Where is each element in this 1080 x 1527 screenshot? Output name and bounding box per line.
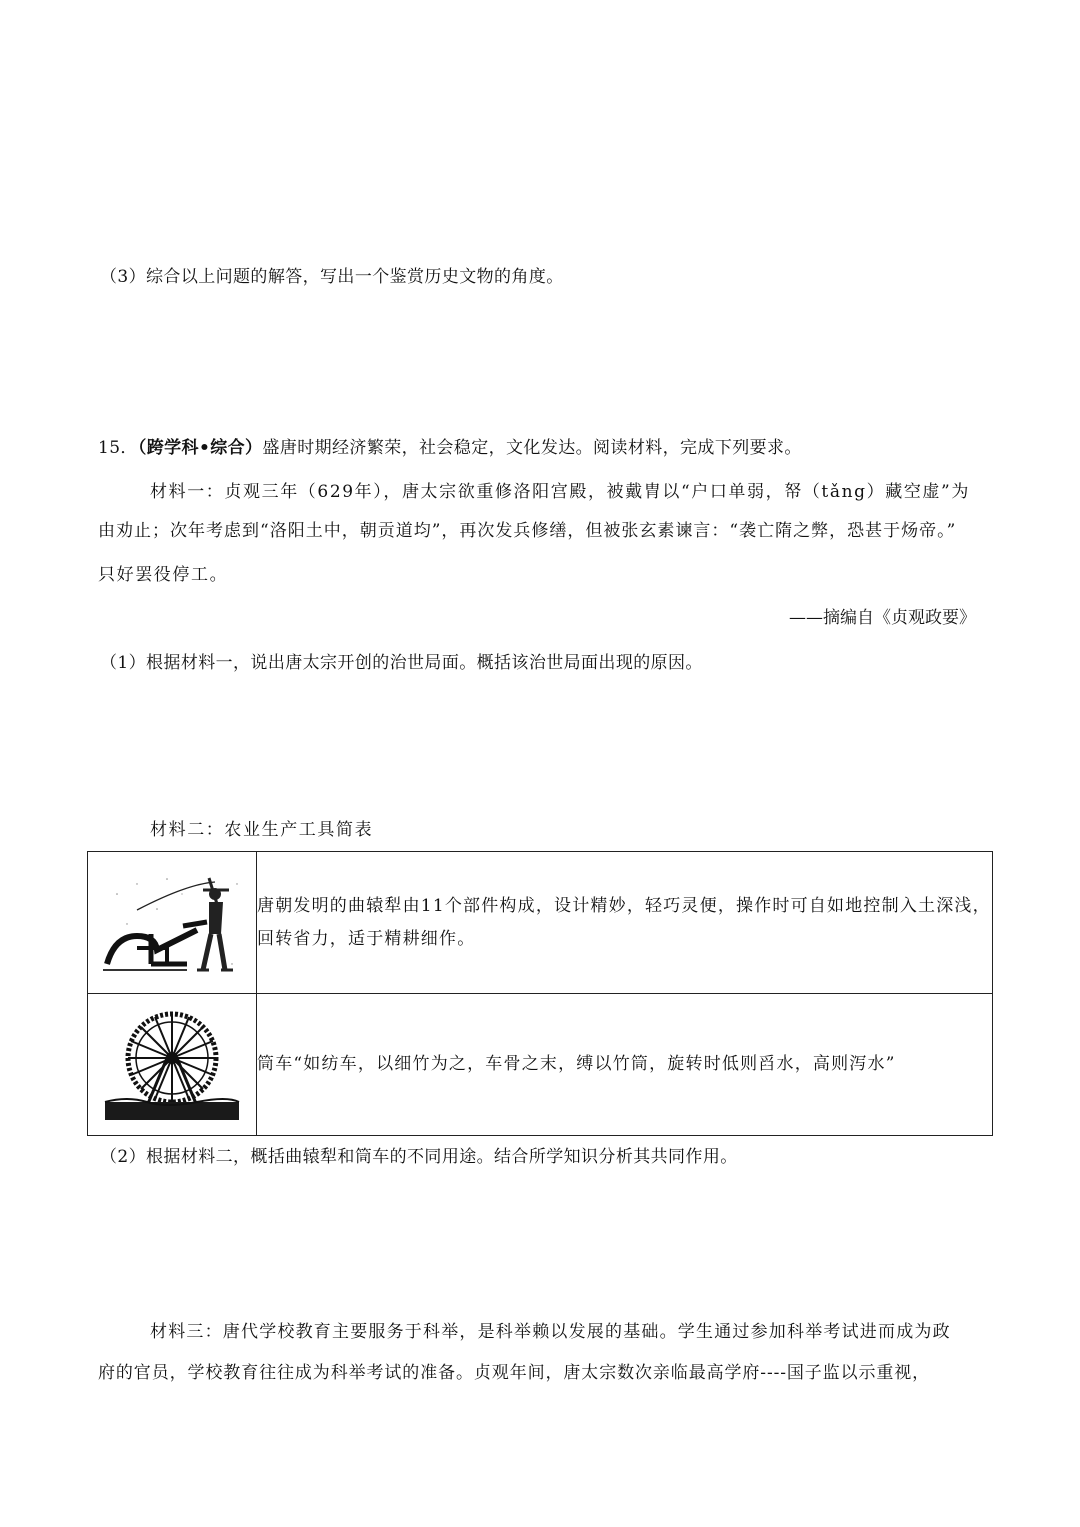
waterwheel-description: 筒车“如纺车，以细竹为之，车骨之末，缚以竹筒，旋转时低则舀水，高则泻水”: [257, 994, 993, 1136]
table-row: [88, 994, 993, 1136]
material-1-line-1: 材料一：贞观三年（629年），唐太宗欲重修洛阳宫殿，被戴胄以“户口单弱，帑（tǎng）藏空虚”为: [150, 482, 970, 502]
tube-waterwheel-illustration: [97, 1006, 247, 1124]
question-15-part-2: （2）根据材料二，概括曲辕犁和筒车的不同用途。结合所学知识分析其共同作用。: [100, 1147, 738, 1167]
question-15-part-1: （1）根据材料一，说出唐太宗开创的治世局面。概括该治世局面出现的原因。: [100, 653, 703, 673]
material-1-source: ——摘编自《贞观政要》: [789, 608, 976, 628]
plow-description: 唐朝发明的曲辕犁由11个部件构成，设计精妙，轻巧灵便，操作时可自如地控制入土深浅，回转省力，适于精耕细作。: [257, 852, 993, 994]
question-tag: （跨学科•综合）: [137, 438, 263, 458]
material-1-line-2: 由劝止；次年考虑到“洛阳土中，朝贡道均”，再次发兵修缮，但被张玄素谏言：“袭亡隋之弊，恐甚于炀帝。”: [98, 521, 957, 541]
waterwheel-image-cell: [88, 994, 257, 1136]
question-intro: 盛唐时期经济繁荣，社会稳定，文化发达。阅读材料，完成下列要求。: [262, 438, 802, 458]
table-row: [88, 852, 993, 994]
tools-table: [87, 851, 993, 1136]
plow-image-cell: [88, 852, 257, 994]
material-1-line-3: 只好罢役停工。: [98, 565, 229, 585]
material-3-line-2: 府的官员，学校教育往往成为科举考试的准备。贞观年间，唐太宗数次亲临最高学府----国子监以示重视，: [98, 1363, 931, 1383]
question-14-part-3: （3）综合以上问题的解答，写出一个鉴赏历史文物的角度。: [100, 267, 564, 287]
curved-plow-illustration: [97, 864, 247, 982]
material-2-title: 材料二：农业生产工具简表: [150, 820, 374, 840]
material-3-line-1: 材料三：唐代学校教育主要服务于科举，是科举赖以发展的基础。学生通过参加科举考试进而成为政: [150, 1322, 951, 1342]
question-15-stem: [98, 436, 802, 460]
question-number: 15．: [98, 438, 138, 458]
